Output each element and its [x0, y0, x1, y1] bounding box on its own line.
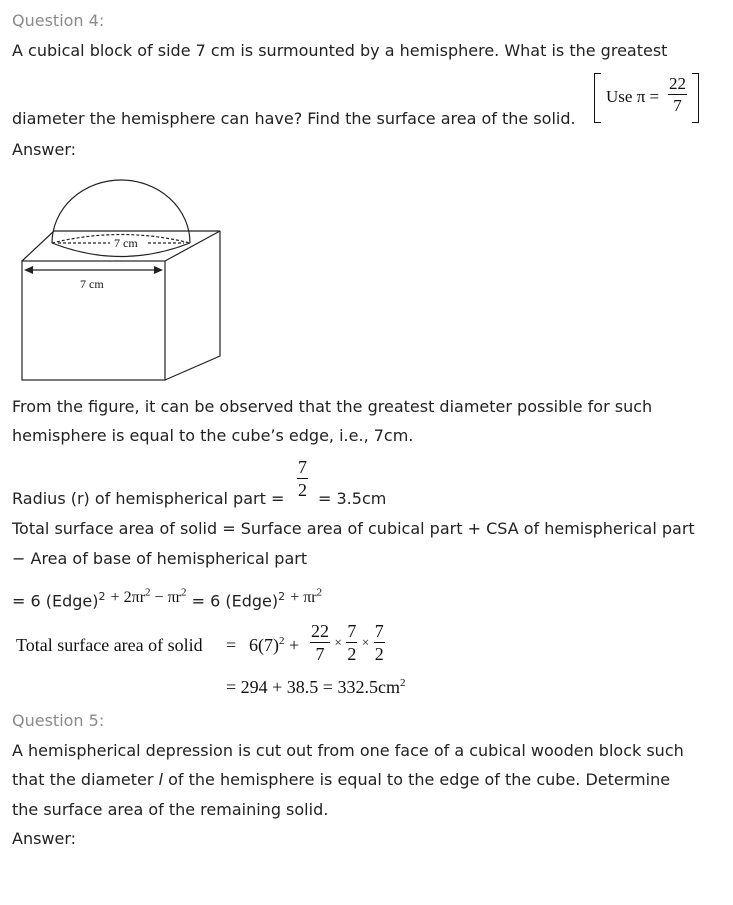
figure-front-label: 7 cm: [80, 277, 104, 291]
pi-numerator: 22: [669, 74, 686, 93]
dimension-arrow-right: [154, 266, 163, 274]
question-5-text-line3: the surface area of the remaining solid.: [12, 800, 329, 819]
eq2-frac1-num: 22: [311, 621, 329, 641]
eq3-text: = 294 + 38.5 = 332.5cm: [226, 677, 400, 697]
radius-numerator: 7: [298, 457, 307, 477]
pi-denominator: 7: [673, 96, 682, 115]
use-pi-label: Use π =: [606, 87, 660, 106]
eq2-frac3-den: 2: [374, 644, 384, 664]
radius-text: [12, 489, 284, 508]
eq2-square: 2: [279, 635, 285, 647]
eq3-square: 2: [399, 677, 406, 689]
eq1-six-edge: = 6 (Edge): [12, 591, 99, 611]
pi-fraction: [668, 75, 687, 114]
eq1-minus-pi-r: − πr: [154, 589, 181, 607]
eq1-square-5: 2: [316, 587, 323, 599]
hemisphere-dome: [52, 180, 190, 243]
equation-1: [12, 587, 323, 611]
eq1-square-2: 2: [145, 587, 151, 599]
eq2-six-seven-text: 6(7): [249, 635, 279, 655]
q5-line2-part-b: of the hemisphere is equal to the edge of the cube. Determine: [163, 770, 671, 789]
eq2-frac2-num: 7: [347, 621, 357, 641]
question-4-answer-label: Answer:: [12, 140, 77, 159]
eq1-square-4: 2: [278, 590, 286, 603]
eq2-frac2-den: 2: [347, 644, 357, 664]
eq2-label: Total surface area of solid: [16, 635, 203, 655]
q5-line2-variable-l: l: [158, 770, 163, 789]
question-5-text-line1: A hemispherical depression is cut out from one face of a cubical wooden block such: [12, 741, 684, 760]
q5-line2-part-a: that the diameter: [12, 770, 159, 789]
eq2-fractions: [310, 622, 385, 663]
figure-top-label: 7 cm: [114, 236, 138, 250]
eq2-frac1-den: 7: [315, 644, 325, 664]
eq2-plus: +: [289, 635, 300, 655]
question-4-text-line1: A cubical block of side 7 cm is surmounted by a hemisphere. What is the greatest: [12, 41, 668, 60]
equation-3: [226, 677, 405, 698]
eq1-square-3: 2: [180, 587, 187, 599]
radius-fraction: [297, 458, 308, 499]
observation-line1: From the figure, it can be observed that the greatest diameter possible for such: [12, 397, 653, 416]
eq1-plus-pi-r: + πr: [290, 589, 317, 607]
eq2-times-2: ×: [361, 634, 370, 650]
cube-side-face: [165, 231, 220, 380]
eq2-equals: =: [226, 635, 237, 655]
radius-denominator: 2: [298, 480, 307, 500]
tsa-line1: Total surface area of solid = Surface area of cubical part + CSA of hemispherical part: [12, 519, 695, 538]
question-5-text-line2: [12, 770, 670, 789]
use-pi-note: [594, 73, 704, 121]
eq2-frac3-num: 7: [374, 621, 384, 641]
question-4-text-line2: diameter the hemisphere can have? Find the surface area of the solid.: [12, 109, 576, 128]
eq1-six-edge-2: = 6 (Edge): [191, 591, 279, 611]
observation-line2: hemisphere is equal to the cube’s edge, i.e., 7cm.: [12, 426, 414, 445]
radius-prefix: Radius (r) of hemispherical part =: [12, 489, 285, 508]
eq1-square-1: 2: [98, 590, 106, 603]
tsa-line2: − Area of base of hemispherical part: [12, 549, 308, 568]
question-5-heading: Question 5:: [12, 711, 105, 730]
radius-result: = 3.5cm: [318, 489, 387, 508]
question-5-answer-label: Answer:: [12, 829, 77, 848]
cube-hemisphere-figure: [18, 178, 228, 384]
eq2-times-1: ×: [334, 634, 342, 650]
eq1-two-pi-r: + 2πr: [110, 589, 146, 607]
question-4-heading: Question 4:: [12, 11, 105, 30]
eq2-six-seven: [249, 635, 299, 656]
dimension-arrow-left: [24, 266, 33, 274]
